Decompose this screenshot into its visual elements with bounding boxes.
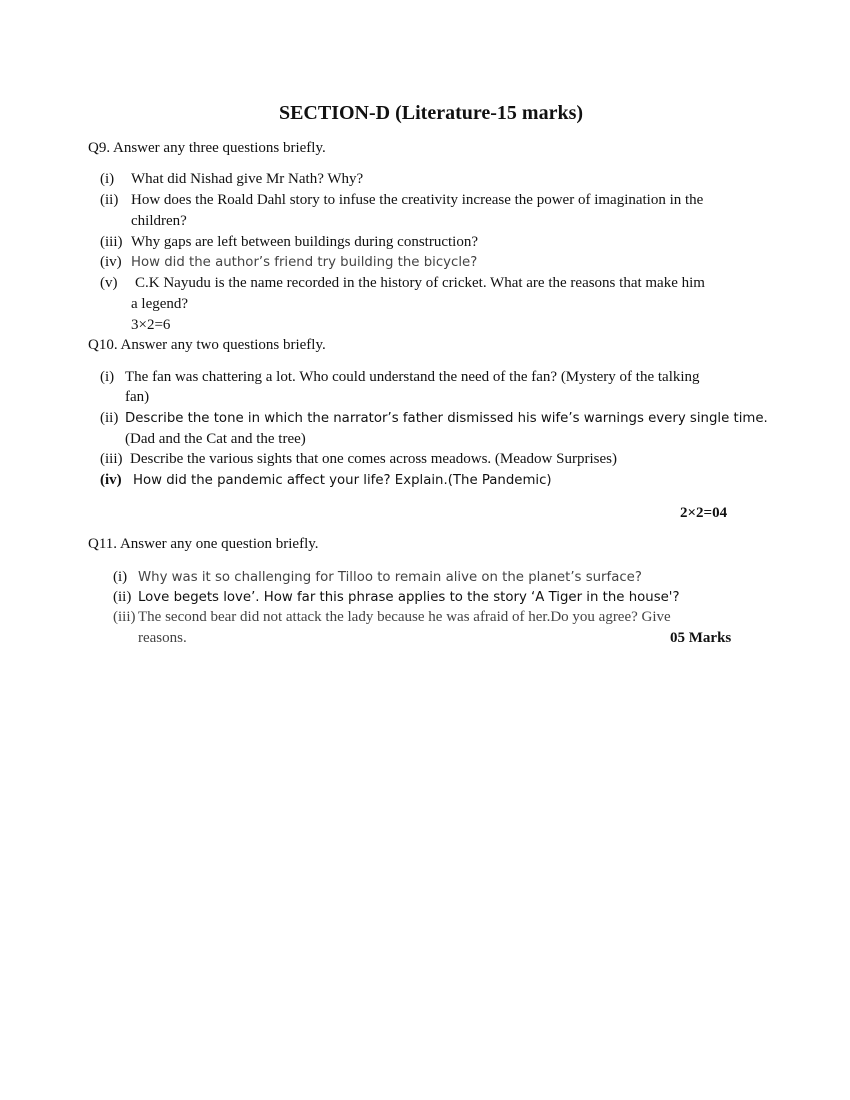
item-text: Why gaps are left between buildings during construction? bbox=[131, 234, 478, 250]
q10-prompt: Q10. Answer any two questions briefly. bbox=[88, 337, 326, 353]
item-text: How did the pandemic affect your life? Explain.(The Pandemic) bbox=[133, 473, 552, 488]
item-number: (v) bbox=[100, 275, 118, 291]
item-text: How does the Roald Dahl story to infuse the creativity increase the power of imagination in the bbox=[131, 192, 704, 208]
item-number: (ii) bbox=[100, 192, 119, 208]
q9-item-5-continuation: a legend? bbox=[131, 296, 189, 312]
item-text: Love begets love’. How far this phrase applies to the story ‘A Tiger in the house'? bbox=[138, 590, 680, 605]
item-text: Why was it so challenging for Tilloo to remain alive on the planet’s surface? bbox=[138, 570, 642, 585]
item-number: (iv) bbox=[100, 472, 122, 488]
q10-item-4 bbox=[100, 472, 552, 489]
q11-item-1 bbox=[113, 569, 642, 586]
q10-item-2-continuation: (Dad and the Cat and the tree) bbox=[125, 431, 306, 447]
q11-marks: 05 Marks bbox=[670, 630, 732, 646]
q10-item-2 bbox=[100, 410, 768, 427]
q11-item-3 bbox=[113, 609, 671, 626]
item-text: Describe the tone in which the narrator’s father dismissed his wife’s warnings every single time. bbox=[125, 411, 768, 426]
q11-item-3-continuation: reasons. bbox=[138, 630, 187, 646]
q11-item-2 bbox=[113, 589, 680, 606]
q10-item-1 bbox=[100, 369, 700, 386]
q9-item-1 bbox=[100, 171, 363, 188]
item-number: (i) bbox=[113, 569, 128, 585]
q9-item-4 bbox=[100, 254, 477, 271]
item-number: (ii) bbox=[113, 589, 132, 605]
q9-item-3 bbox=[100, 234, 478, 251]
q9-item-5 bbox=[100, 275, 705, 292]
q9-marks: 3×2=6 bbox=[131, 317, 171, 333]
item-text: The fan was chattering a lot. Who could understand the need of the fan? (Mystery of the talking bbox=[125, 369, 700, 385]
item-text: C.K Nayudu is the name recorded in the history of cricket. What are the reasons that make him bbox=[135, 275, 705, 291]
q10-item-1-continuation: fan) bbox=[125, 389, 150, 405]
item-number: (iii) bbox=[113, 609, 136, 625]
q9-item-2-continuation: children? bbox=[131, 213, 187, 229]
item-text: What did Nishad give Mr Nath? Why? bbox=[131, 171, 364, 187]
item-text: How did the author’s friend try building the bicycle? bbox=[131, 255, 478, 270]
item-number: (iv) bbox=[100, 254, 122, 270]
item-number: (i) bbox=[100, 171, 115, 187]
q9-item-2 bbox=[100, 192, 703, 209]
q11-prompt: Q11. Answer any one question briefly. bbox=[88, 536, 319, 552]
item-number: (iii) bbox=[100, 451, 123, 467]
q10-marks: 2×2=04 bbox=[680, 505, 728, 521]
item-text: The second bear did not attack the lady because he was afraid of her.Do you agree? Give bbox=[138, 609, 671, 625]
q10-item-3 bbox=[100, 451, 617, 468]
q9-prompt: Q9. Answer any three questions briefly. bbox=[88, 140, 326, 156]
item-text: Describe the various sights that one comes across meadows. (Meadow Surprises) bbox=[130, 451, 617, 467]
item-number: (i) bbox=[100, 369, 115, 385]
item-number: (iii) bbox=[100, 234, 123, 250]
section-title: SECTION-D (Literature-15 marks) bbox=[278, 102, 584, 124]
item-number: (ii) bbox=[100, 410, 119, 426]
